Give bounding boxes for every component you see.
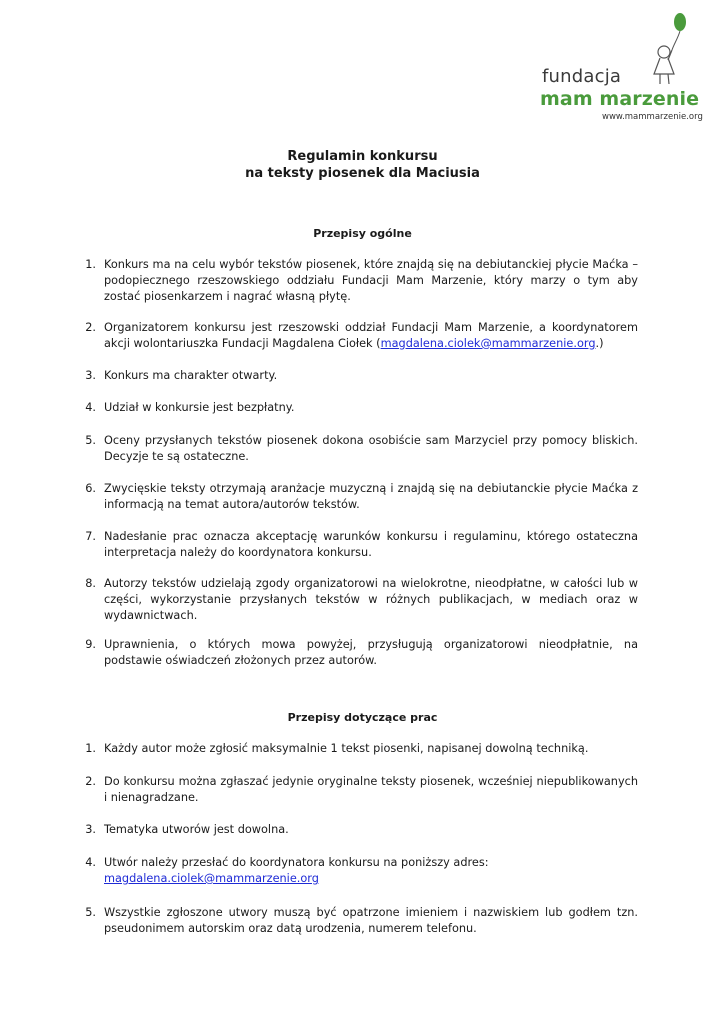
general-item-8 <box>78 576 638 623</box>
document-title <box>0 148 725 182</box>
item-text: Zwycięskie teksty otrzymają aranżacje muzyczną i znajdą się na debiutanckie płycie Maćka z informacją na temat autora/autorów tekstów. <box>104 482 638 511</box>
item-text <box>104 320 638 352</box>
item-text: Oceny przysłanych tekstów piosenek dokona osobiście sam Marzyciel przy pomocy bliskich. Decyzje te są ostateczne. <box>104 434 638 463</box>
item-number: 3. <box>85 823 96 836</box>
item-text: Tematyka utworów jest dowolna. <box>104 823 289 836</box>
item-number: 4. <box>85 401 96 414</box>
item-text: Konkurs ma charakter otwarty. <box>104 369 278 382</box>
item-text: Każdy autor może zgłosić maksymalnie 1 tekst piosenki, napisanej dowolną techniką. <box>104 742 589 755</box>
general-item-9 <box>78 637 638 669</box>
item-text: Konkurs ma na celu wybór tekstów piosenek, które znajdą się na debiutanckiej płycie Maćka – podopiecznego rzeszowskiego oddziału Fundacji Mam Marzenie, który marzy o tym aby zostać piosenkarzem i nagrać własną płytę. <box>104 258 638 303</box>
general-item-4 <box>78 400 638 416</box>
title-line-2: na teksty piosenek dla Maciusia <box>245 166 480 181</box>
item-number: 5. <box>85 434 96 447</box>
item-text <box>104 855 638 887</box>
general-item-7 <box>78 529 638 561</box>
section-heading-general: Przepisy ogólne <box>313 227 412 240</box>
general-item-2 <box>78 320 638 352</box>
item-text: Uprawnienia, o których mowa powyżej, przysługują organizatorowi nieodpłatnie, na podstawie oświadczeń złożonych przez autorów. <box>104 638 638 667</box>
balloon-shape <box>674 13 686 31</box>
item-number: 2. <box>85 321 96 334</box>
logo-word-mam-marzenie: mam marzenie <box>540 88 700 110</box>
logo <box>538 8 718 124</box>
item-text: Nadesłanie prac oznacza akceptację warunków konkursu i regulaminu, którego ostateczna interpretacja należy do koordynatora konkursu. <box>104 530 638 559</box>
item-number: 3. <box>85 369 96 382</box>
logo-url: www.mammarzenie.org <box>602 112 703 122</box>
works-item-1 <box>78 741 638 757</box>
item-number: 4. <box>85 856 96 869</box>
item-number: 9. <box>85 638 96 651</box>
coordinator-email-link[interactable]: magdalena.ciolek@mammarzenie.org <box>380 336 596 350</box>
general-item-5 <box>78 433 638 465</box>
works-item-3 <box>78 822 638 838</box>
item-number: 5. <box>85 906 96 919</box>
works-item-2 <box>78 774 638 806</box>
item-text-before: Organizatorem konkursu jest rzeszowski oddział Fundacji Mam Marzenie, a koordynatorem akcji wolontariuszka Fundacji Magdalena Ciołek ( <box>104 321 638 350</box>
item-text-after: .) <box>595 336 604 350</box>
item-number: 1. <box>85 258 96 271</box>
item-number: 1. <box>85 742 96 755</box>
section-heading-works: Przepisy dotyczące prac <box>287 711 438 724</box>
works-item-5 <box>78 905 638 937</box>
item-number: 6. <box>85 482 96 495</box>
title-line-1: Regulamin konkursu <box>287 149 438 164</box>
item-text-line: Utwór należy przesłać do koordynatora konkursu na poniższy adres: <box>104 856 489 869</box>
works-item-4 <box>78 855 638 887</box>
general-item-1 <box>78 257 638 304</box>
item-number: 2. <box>85 775 96 788</box>
item-text: Wszystkie zgłoszone utwory muszą być opatrzone imieniem i nazwiskiem lub godłem tzn. pseudonimem autorskim oraz datą urodzenia, numerem telefonu. <box>104 906 638 935</box>
general-item-3 <box>78 368 638 384</box>
item-text: Do konkursu można zgłaszać jedynie oryginalne teksty piosenek, wcześniej niepublikowanych i nienagradzane. <box>104 775 638 804</box>
item-number: 7. <box>85 530 96 543</box>
general-item-6 <box>78 481 638 513</box>
item-text: Autorzy tekstów udzielają zgody organizatorowi na wielokrotne, nieodpłatne, w całości lub w części, wykorzystanie przysłanych tekstów w różnych publikacjach, w mediach oraz w wydawnictwach. <box>104 577 638 622</box>
logo-word-fundacja: fundacja <box>542 66 622 87</box>
item-number: 8. <box>85 577 96 590</box>
submission-email-link[interactable]: magdalena.ciolek@mammarzenie.org <box>104 871 319 885</box>
item-text: Udział w konkursie jest bezpłatny. <box>104 401 295 414</box>
